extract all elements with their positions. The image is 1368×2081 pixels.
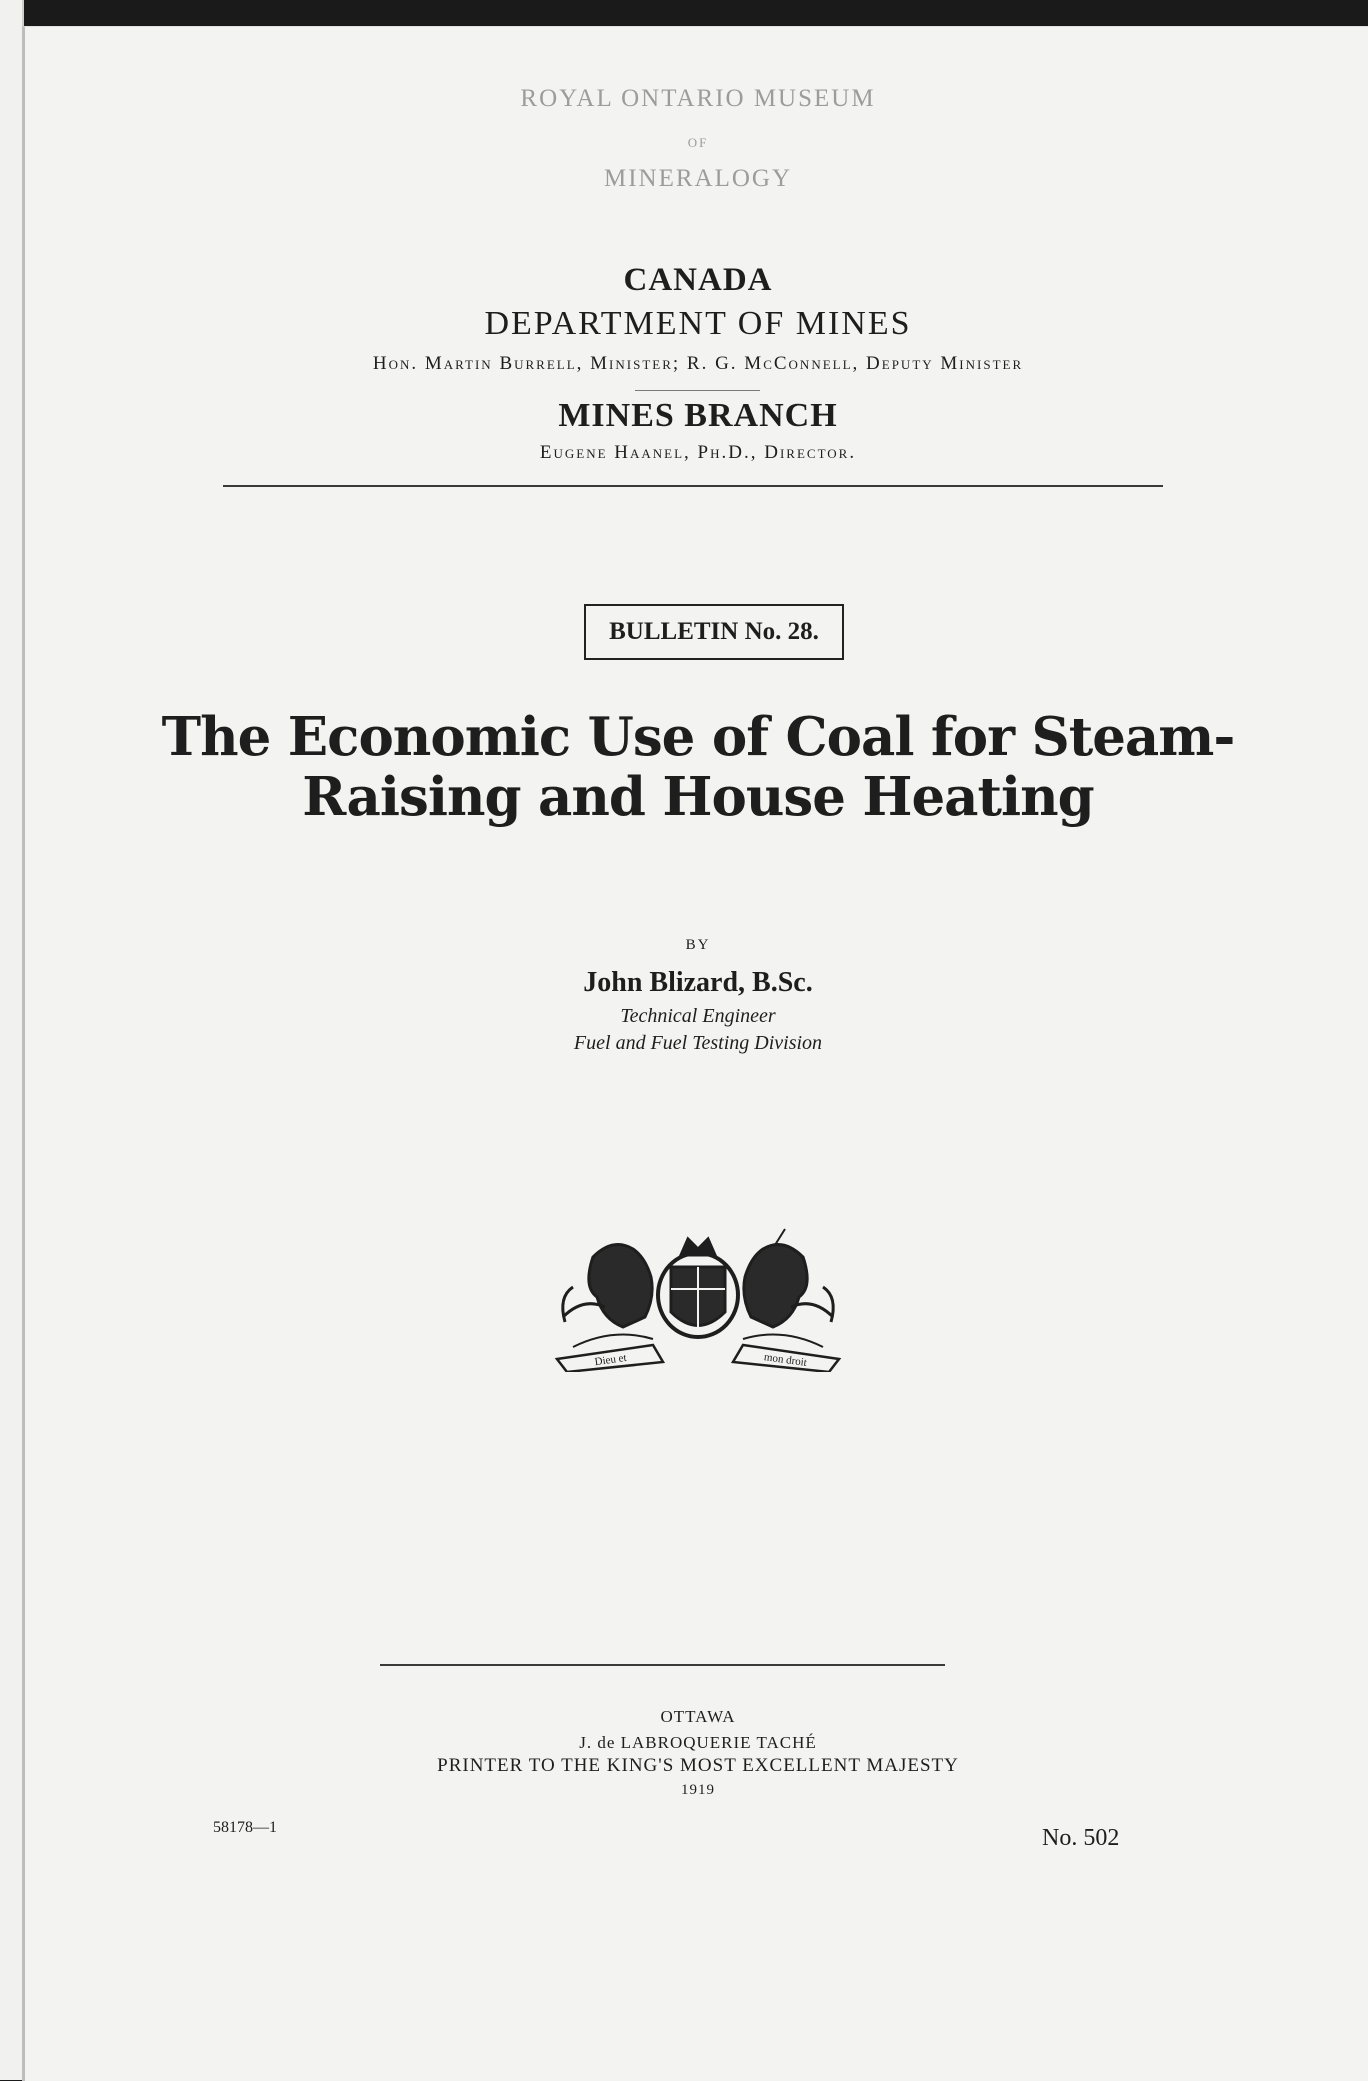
title-line-2: Raising and House Heating: [302, 766, 1094, 828]
document-page: [22, 26, 1368, 2081]
director-line: Eugene Haanel, Ph.D., Director.: [539, 442, 857, 463]
motto-right-text: mon droit: [763, 1351, 808, 1369]
author-name: John Blizard, B.Sc.: [583, 967, 813, 998]
motto-left-text: Dieu et: [593, 1351, 628, 1369]
title-line-1: The Economic Use of Coal for Steam-: [161, 706, 1235, 768]
imprint-printer-title: PRINTER TO THE KING'S MOST EXCELLENT MAJESTY: [437, 1755, 959, 1776]
adjacent-page-edge: [0, 0, 24, 2080]
bulletin-label: BULLETIN No. 28.: [609, 618, 819, 645]
country-heading: CANADA: [623, 262, 773, 298]
bulletin-box: [584, 604, 844, 660]
ministers-line: Hon. Martin Burrell, Minister; R. G. McConnell, Deputy Minister: [372, 353, 1024, 374]
author-role-2: Fuel and Fuel Testing Division: [573, 1032, 823, 1054]
header-rule: [223, 485, 1163, 487]
museum-stamp-line-2: OF: [687, 135, 709, 150]
department-heading: DEPARTMENT OF MINES: [484, 305, 912, 342]
short-divider: [635, 390, 760, 391]
imprint-printer: J. de LABROQUERIE TACHÉ: [579, 1733, 817, 1752]
imprint-city: OTTAWA: [660, 1707, 736, 1726]
royal-coat-of-arms-emblem: [553, 1227, 843, 1372]
branch-heading: MINES BRANCH: [558, 397, 838, 434]
imprint-year: 1919: [681, 1782, 715, 1798]
museum-stamp-line-1: ROYAL ONTARIO MUSEUM: [520, 85, 876, 112]
print-code: 58178—1: [213, 1819, 277, 1836]
author-role-1: Technical Engineer: [620, 1005, 776, 1027]
publication-number: No. 502: [1042, 1825, 1120, 1851]
museum-stamp-line-3: MINERALOGY: [603, 165, 793, 192]
by-label: BY: [685, 937, 711, 953]
imprint-rule: [380, 1664, 945, 1666]
